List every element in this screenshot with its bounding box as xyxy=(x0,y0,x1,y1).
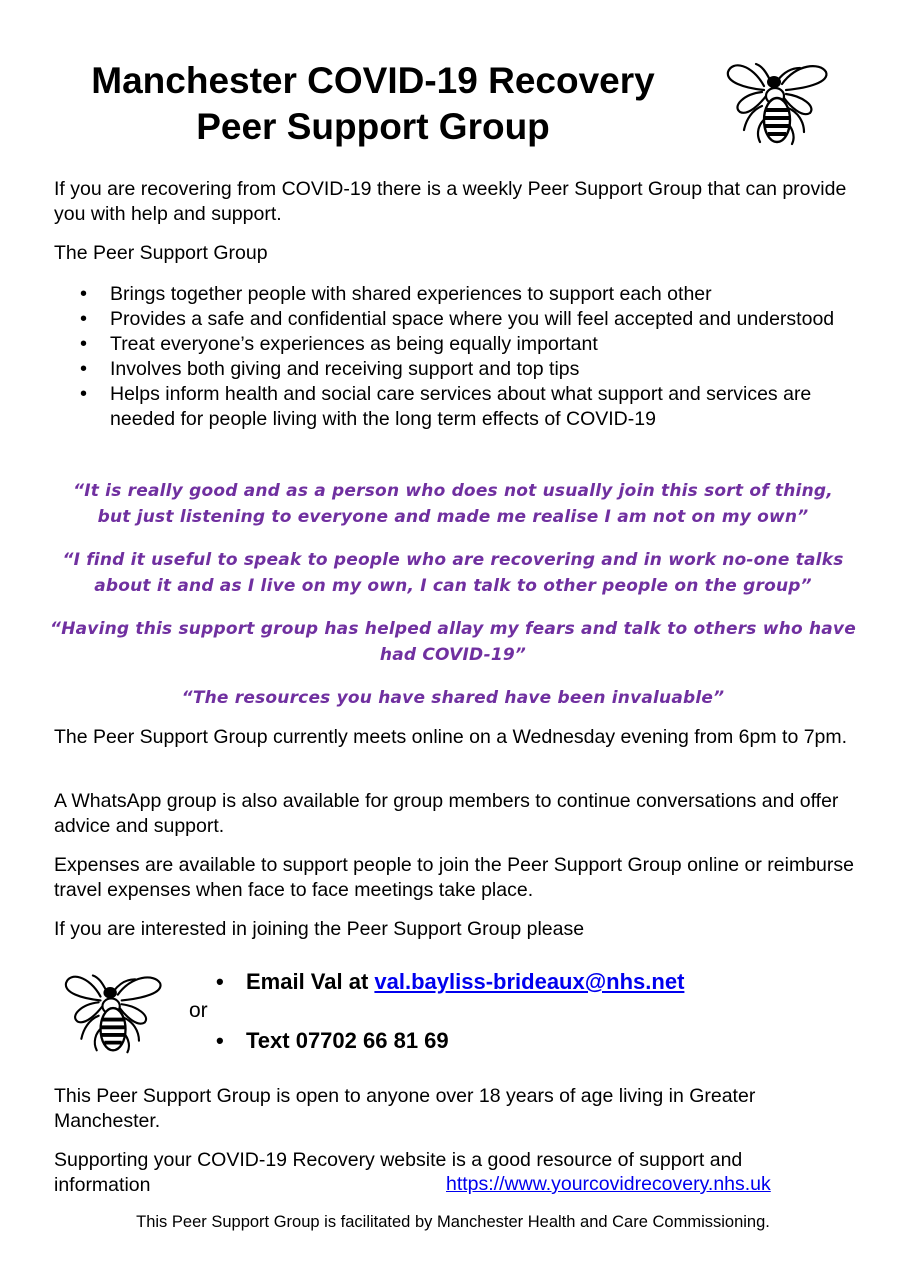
title-line-1: Manchester COVID-19 Recovery xyxy=(91,60,655,101)
phone-text: Text 07702 66 81 69 xyxy=(246,1028,449,1053)
list-item: • Involves both giving and receiving support and top tips xyxy=(54,357,854,382)
testimonial-quote: “The resources you have shared have been invaluable” xyxy=(181,688,725,708)
list-item: • Helps inform health and social care services about what support and services are needed for people living with the long term effects of COVID-19 xyxy=(54,382,854,432)
email-link[interactable]: val.bayliss-brideaux@nhs.net xyxy=(374,969,685,994)
list-item: • Treat everyone’s experiences as being equally important xyxy=(54,332,854,357)
page-title xyxy=(30,58,716,150)
list-item: • Provides a safe and confidential space where you will feel accepted and understood xyxy=(54,307,854,332)
feature-list xyxy=(54,282,854,432)
list-heading: The Peer Support Group xyxy=(54,242,268,264)
whatsapp-info: A WhatsApp group is also available for group members to continue conversations and offer advice and support. xyxy=(54,790,839,837)
bullet: • xyxy=(216,1028,224,1053)
list-item: • Brings together people with shared experiences to support each other xyxy=(54,282,854,307)
intro-text: If you are recovering from COVID-19 there is a weekly Peer Support Group that can provide you with help and support. xyxy=(54,178,847,225)
join-prompt: If you are interested in joining the Peer Support Group please xyxy=(54,918,585,940)
email-prefix: Email Val at xyxy=(246,969,375,994)
bullet: • xyxy=(216,969,224,994)
text-contact xyxy=(216,1027,449,1055)
testimonial-quote: “It is really good and as a person who does not usually join this sort of thing, but just listening to everyone and made me realise I am not on my own” xyxy=(73,481,833,527)
title-line-2: Peer Support Group xyxy=(196,106,550,147)
bee-icon xyxy=(722,50,834,150)
or-text: or xyxy=(189,999,208,1022)
website-link[interactable]: https://www.yourcovidrecovery.nhs.uk xyxy=(446,1173,771,1195)
email-contact xyxy=(216,968,684,996)
eligibility-text: This Peer Support Group is open to anyone over 18 years of age living in Greater Manchester. xyxy=(54,1085,756,1132)
bee-icon xyxy=(60,962,168,1058)
testimonial-quote: “I find it useful to speak to people who are recovering and in work no-one talks about it and as I live on my own, I can talk to other people on the group” xyxy=(62,550,844,596)
meeting-info: The Peer Support Group currently meets online on a Wednesday evening from 6pm to 7pm. xyxy=(54,726,848,748)
testimonial-quote: “Having this support group has helped allay my fears and talk to others who have had COVID-19” xyxy=(50,619,856,665)
expenses-info: Expenses are available to support people to join the Peer Support Group online or reimburse travel expenses when face to face meetings take place. xyxy=(54,854,854,901)
footer-text: This Peer Support Group is facilitated by Manchester Health and Care Commissioning. xyxy=(136,1213,770,1231)
website-text: Supporting your COVID-19 Recovery website is a good resource of support and information xyxy=(54,1149,743,1196)
